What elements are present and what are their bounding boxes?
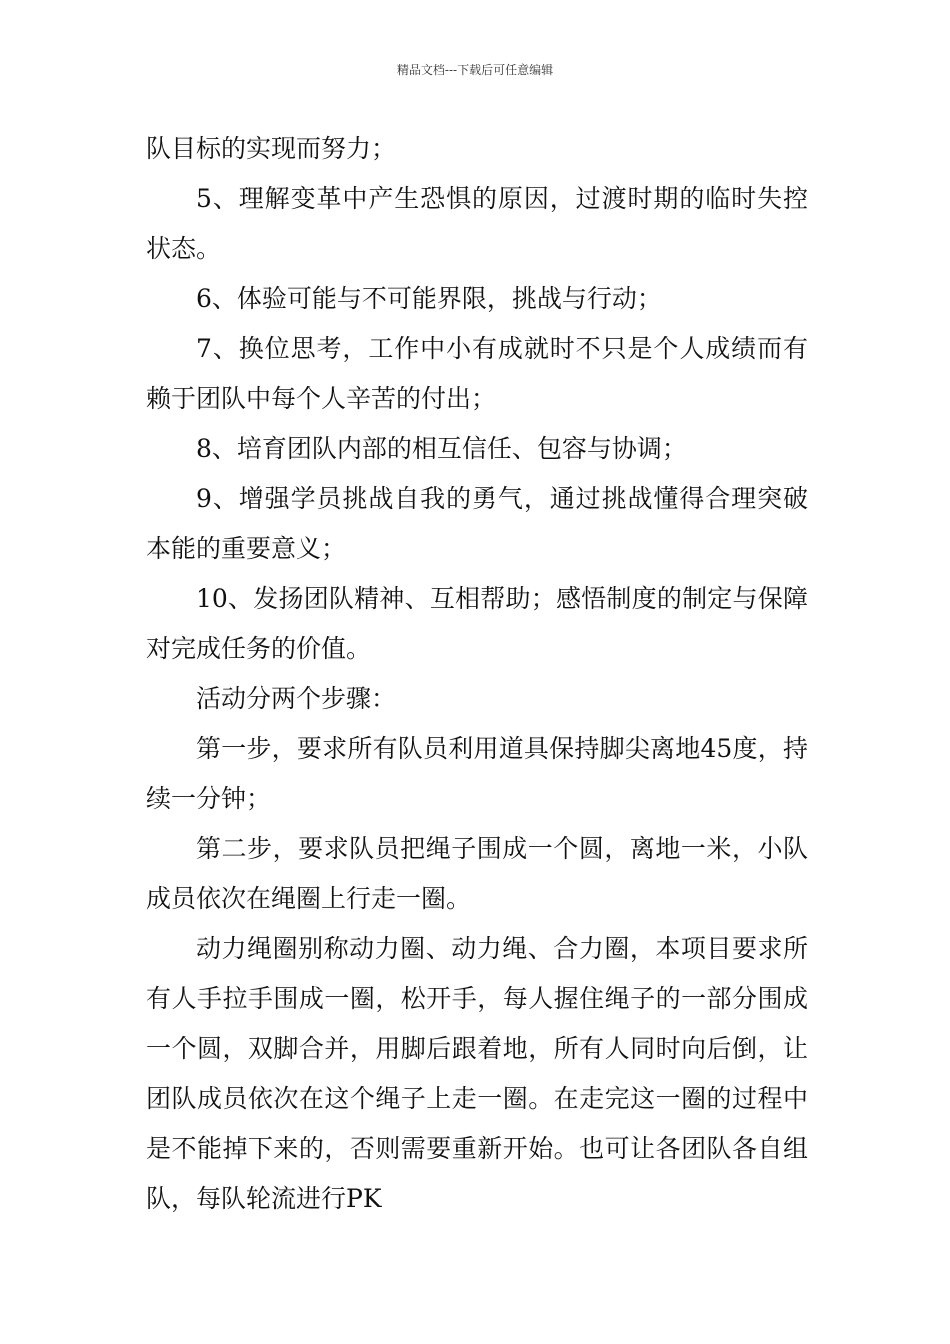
paragraph-continuation: 队目标的实现而努力； — [146, 134, 397, 163]
steps-intro: 活动分两个步骤： — [196, 684, 397, 713]
list-item-10: 10、发扬团队精神、互相帮助；感悟制度的制定与保障对完成任务的价值。 — [146, 584, 808, 663]
step-one: 第一步，要求所有队员利用道具保持脚尖离地45度，持续一分钟； — [146, 734, 808, 813]
list-item-5: 5、理解变革中产生恐惧的原因，过渡时期的临时失控状态。 — [146, 184, 808, 263]
list-item-6: 6、体验可能与不可能界限，挑战与行动； — [196, 284, 662, 313]
list-item-8: 8、培育团队内部的相互信任、包容与协调； — [196, 434, 687, 463]
list-item-7: 7、换位思考，工作中小有成就时不只是个人成绩而有赖于团队中每个人辛苦的付出； — [146, 334, 808, 413]
step-two: 第二步，要求队员把绳子围成一个圆，离地一米，小队成员依次在绳圈上行走一圈。 — [146, 834, 808, 913]
list-item-9: 9、增强学员挑战自我的勇气，通过挑战懂得合理突破本能的重要意义； — [146, 484, 808, 563]
page-header: 精品文档---下载后可任意编辑 — [396, 63, 554, 77]
activity-description: 动力绳圈别称动力圈、动力绳、合力圈，本项目要求所有人手拉手围成一圈，松开手，每人握住绳子的一部分围成一个圆，双脚合并，用脚后跟着地，所有人同时向后倒，让团队成员依次在这个绳子上走一圈。在走完这一圈的过程中是不能掉下来的，否则需要重新开始。也可让各团队各自组队，每队轮流进行PK — [146, 934, 808, 1213]
document-body — [146, 124, 808, 1224]
